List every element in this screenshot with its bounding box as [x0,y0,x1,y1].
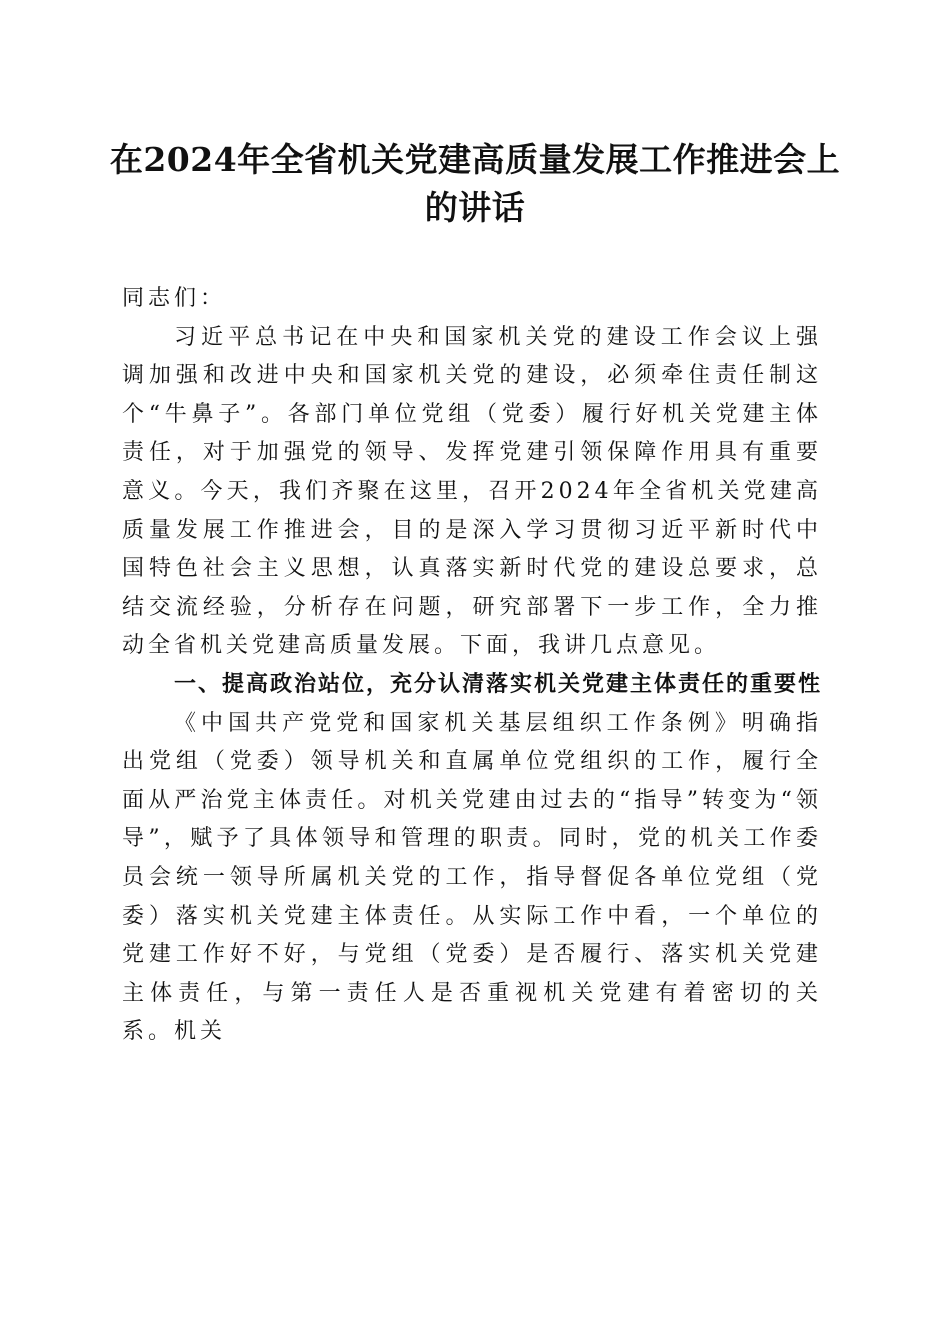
intro-paragraph: 习近平总书记在中央和国家机关党的建设工作会议上强调加强和改进中央和国家机关党的建设，必须牵住责任制这个“牛鼻子”。各部门单位党组（党委）履行好机关党建主体责任，对于加强党的领导、发挥党建引领保障作用具有重要意义。今天，我们齐聚在这里，召开2024年全省机关党建高质量发展工作推进会，目的是深入学习贯彻习近平新时代中国特色社会主义思想，认真落实新时代党的建设总要求，总结交流经验，分析存在问题，研究部署下一步工作，全力推动全省机关党建高质量发展。下面，我讲几点意见。 [122,324,822,659]
document-body [122,280,822,1052]
document-title: 在2024年全省机关党建高质量发展工作推进会上的讲话 [109,140,841,227]
section-heading: 一、提高政治站位，充分认清落实机关党建主体责任的重要性 [174,671,823,697]
salutation: 同志们： [122,286,227,311]
section-paragraph: 《中国共产党党和国家机关基层组织工作条例》明确指出党组（党委）领导机关和直属单位党组织的工作，履行全面从严治党主体责任。对机关党建由过去的“指导”转变为“领导”，赋予了具体领导和管理的职责。同时，党的机关工作委员会统一领导所属机关党的工作，指导督促各单位党组（党委）落实机关党建主体责任。从实际工作中看，一个单位的党建工作好不好，与党组（党委）是否履行、落实机关党建主体责任，与第一责任人是否重视机关党建有着密切的关系。机关 [122,710,822,1045]
